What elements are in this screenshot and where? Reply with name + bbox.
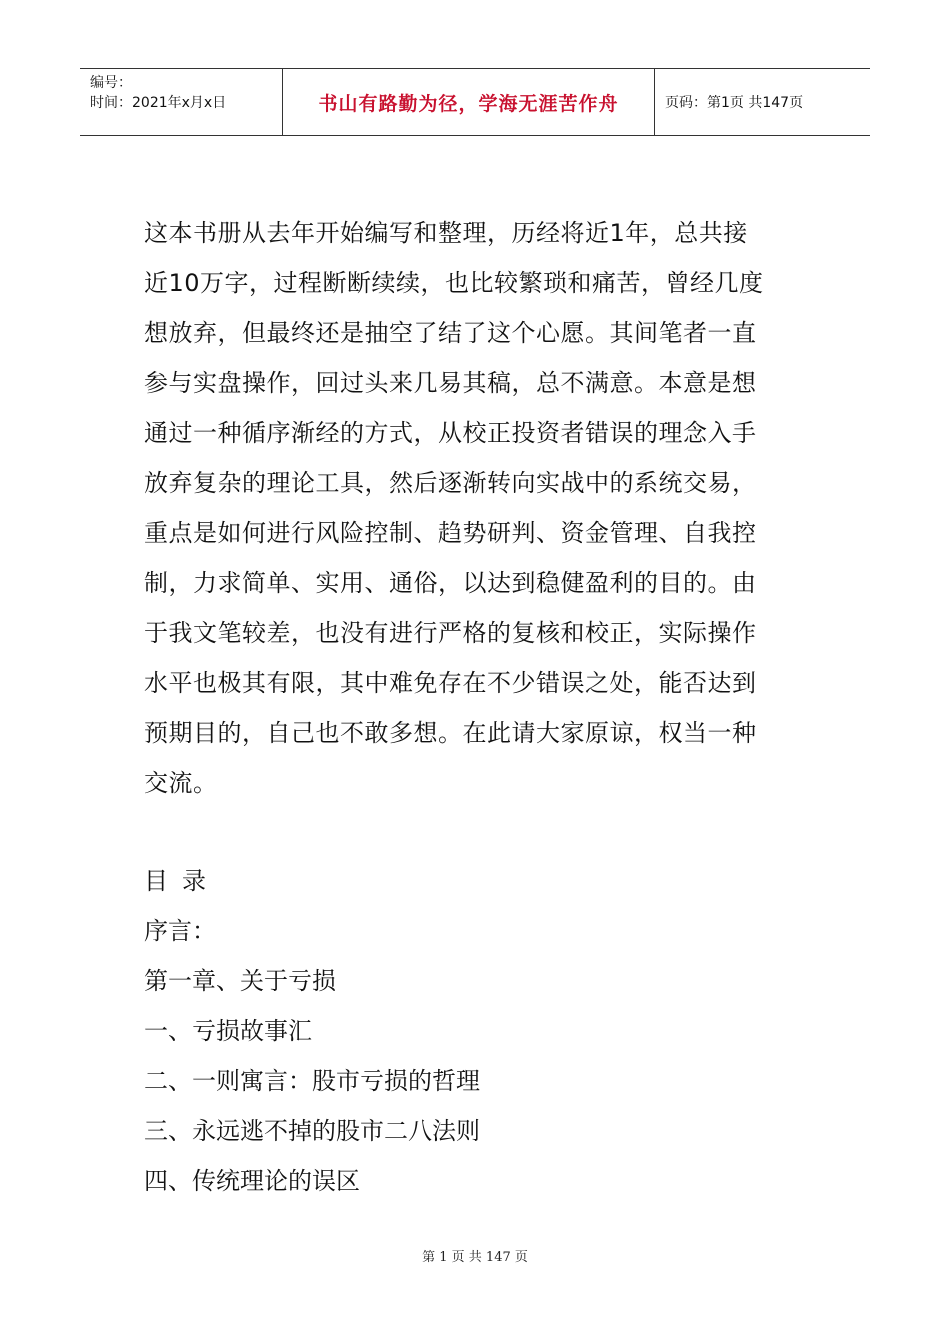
page-info-text: 页码：第1页 共147页 xyxy=(665,95,804,111)
paragraph-line: 想放弃，但最终还是抽空了结了这个心愿。其间笔者一直 xyxy=(144,319,757,347)
preface-paragraph xyxy=(144,208,814,808)
toc-item: 序言： xyxy=(144,917,216,945)
table-of-contents xyxy=(144,856,814,1206)
paragraph-line: 参与实盘操作，回过头来几易其稿，总不满意。本意是想 xyxy=(144,369,757,397)
toc-item: 一、亏损故事汇 xyxy=(144,1017,312,1045)
paragraph-line: 重点是如何进行风险控制、趋势研判、资金管理、自我控 xyxy=(144,519,757,547)
header-meta xyxy=(80,69,282,135)
page-footer xyxy=(0,1246,950,1265)
motto-text: 书山有路勤为径，学海无涯苦作舟 xyxy=(318,92,619,115)
paragraph-line: 近10万字，过程断断续续，也比较繁琐和痛苦，曾经几度 xyxy=(144,269,764,297)
paragraph-line: 于我文笔较差，也没有进行严格的复核和校正，实际操作 xyxy=(144,619,757,647)
paragraph-line: 交流。 xyxy=(144,769,218,797)
doc-date-label: 时间：2021年x月x日 xyxy=(90,95,227,111)
paragraph-line: 通过一种循序渐经的方式，从校正投资者错误的理念入手 xyxy=(144,419,757,447)
paragraph-line: 放弃复杂的理论工具，然后逐渐转向实战中的系统交易， xyxy=(144,469,757,497)
toc-item: 二、一则寓言：股市亏损的哲理 xyxy=(144,1067,480,1095)
paragraph-line: 预期目的，自己也不敢多想。在此请大家原谅，权当一种 xyxy=(144,719,757,747)
toc-title: 目录 xyxy=(144,867,220,895)
toc-item: 三、永远逃不掉的股市二八法则 xyxy=(144,1117,480,1145)
toc-item: 四、传统理论的误区 xyxy=(144,1167,360,1195)
toc-item: 第一章、关于亏损 xyxy=(144,967,336,995)
doc-number-label: 编号： xyxy=(90,75,132,91)
paragraph-line: 制，力求简单、实用、通俗，以达到稳健盈利的目的。由 xyxy=(144,569,757,597)
footer-page-number: 第 1 页 共 147 页 xyxy=(422,1250,528,1265)
header-motto xyxy=(282,69,655,135)
paragraph-line: 这本书册从去年开始编写和整理，历经将近1年，总共接 xyxy=(144,219,748,247)
document-header xyxy=(80,68,870,136)
header-page-info xyxy=(655,69,870,135)
paragraph-line: 水平也极其有限，其中难免存在不少错误之处，能否达到 xyxy=(144,669,757,697)
